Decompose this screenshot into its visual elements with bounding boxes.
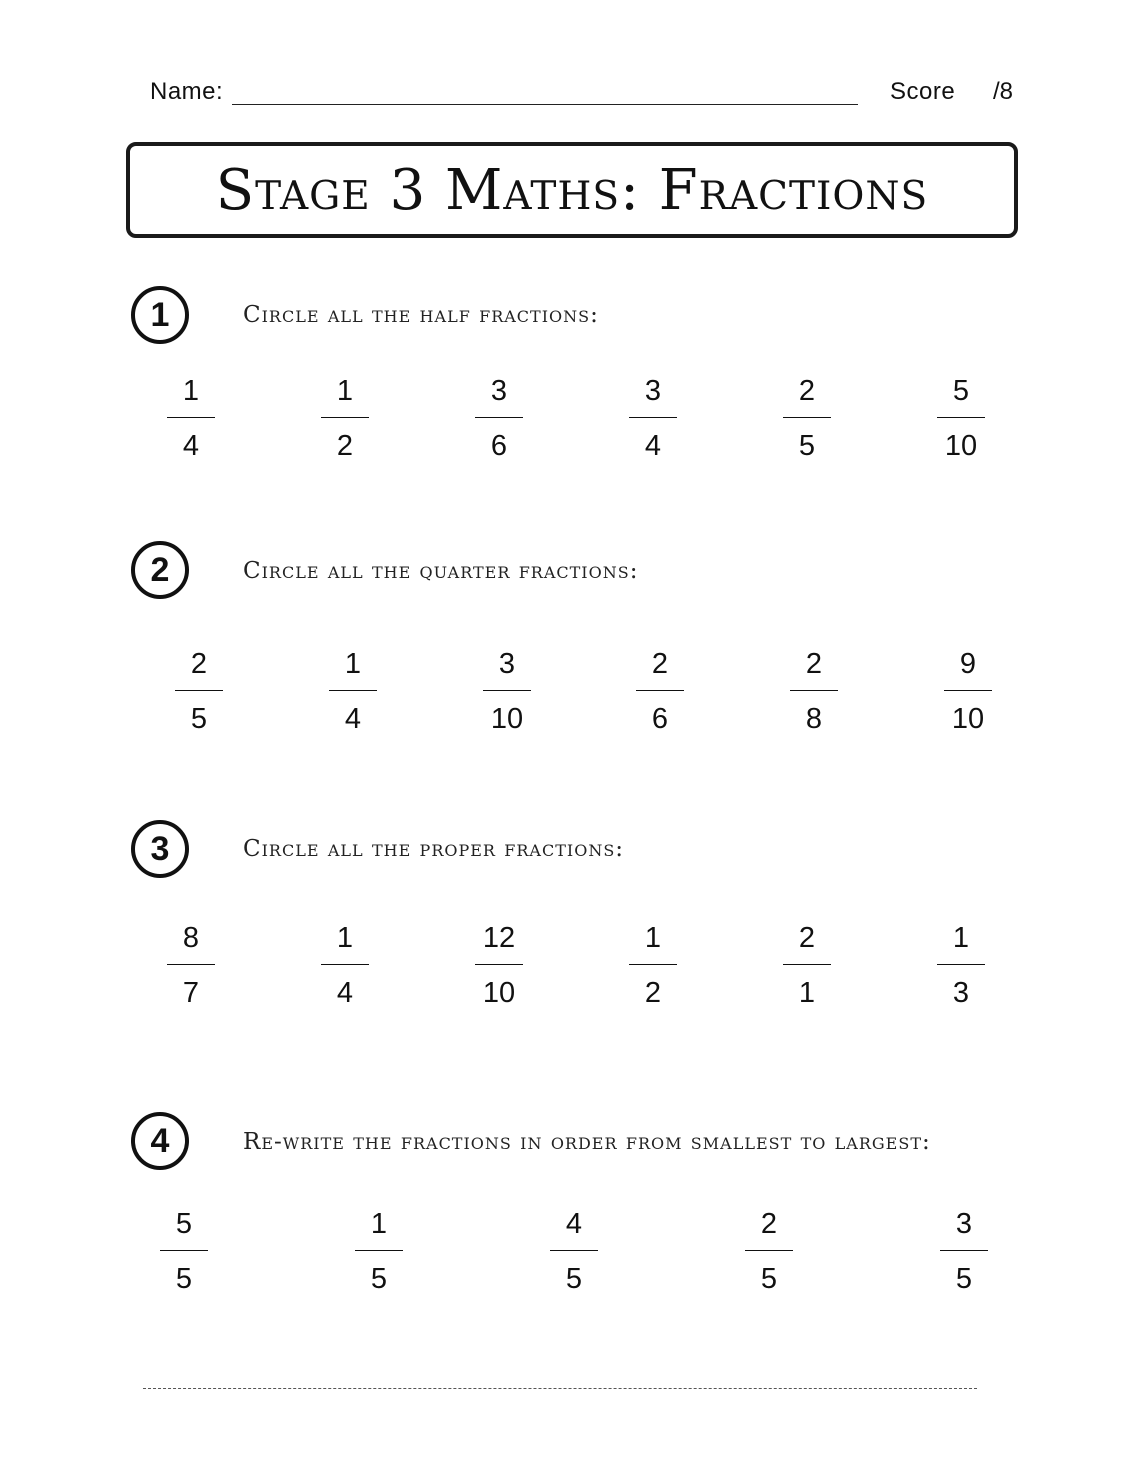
denominator: 2 xyxy=(644,977,662,1009)
numerator: 5 xyxy=(952,375,970,407)
numerator: 9 xyxy=(959,648,977,680)
numerator: 2 xyxy=(190,648,208,680)
fraction-bar xyxy=(629,964,677,965)
question-number-badge: 1 xyxy=(131,286,189,344)
fraction-bar xyxy=(937,417,985,418)
denominator: 10 xyxy=(482,977,516,1009)
fraction-bar xyxy=(745,1250,793,1251)
fraction-bar xyxy=(783,417,831,418)
fraction-bar xyxy=(937,964,985,965)
numerator: 2 xyxy=(798,922,816,954)
denominator: 4 xyxy=(344,703,362,735)
numerator: 2 xyxy=(798,375,816,407)
fraction-item[interactable] xyxy=(944,647,992,736)
fraction-item[interactable] xyxy=(636,647,684,736)
numerator: 1 xyxy=(344,648,362,680)
page-title: Stage 3 Maths: Fractions xyxy=(215,157,929,223)
numerator: 1 xyxy=(182,375,200,407)
fraction-bar xyxy=(944,690,992,691)
denominator: 10 xyxy=(944,430,978,462)
denominator: 6 xyxy=(490,430,508,462)
fraction-item[interactable] xyxy=(175,647,223,736)
question-number-badge: 4 xyxy=(131,1112,189,1170)
name-field-line[interactable] xyxy=(232,104,858,105)
denominator: 7 xyxy=(182,977,200,1009)
question-number-badge: 2 xyxy=(131,541,189,599)
answer-line[interactable] xyxy=(143,1388,977,1389)
fraction-bar xyxy=(321,417,369,418)
numerator: 1 xyxy=(336,922,354,954)
fraction-bar xyxy=(167,417,215,418)
fraction-item[interactable] xyxy=(783,921,831,1010)
question-prompt: Circle all the quarter fractions: xyxy=(243,558,639,584)
denominator: 10 xyxy=(951,703,985,735)
denominator: 1 xyxy=(798,977,816,1009)
fraction-bar xyxy=(175,690,223,691)
fraction-item[interactable] xyxy=(937,921,985,1010)
fraction-bar xyxy=(940,1250,988,1251)
numerator: 3 xyxy=(955,1208,973,1240)
question-prompt: Circle all the proper fractions: xyxy=(243,836,625,862)
denominator: 3 xyxy=(952,977,970,1009)
fraction-bar xyxy=(355,1250,403,1251)
fraction-bar xyxy=(550,1250,598,1251)
fraction-item[interactable] xyxy=(321,921,369,1010)
question-prompt: Re-write the fractions in order from smallest to largest: xyxy=(243,1129,931,1155)
fraction-bar xyxy=(329,690,377,691)
denominator: 5 xyxy=(370,1263,388,1295)
question-number-badge: 3 xyxy=(131,820,189,878)
fraction-item[interactable] xyxy=(940,1207,988,1296)
numerator: 2 xyxy=(760,1208,778,1240)
fraction-bar xyxy=(321,964,369,965)
numerator: 3 xyxy=(490,375,508,407)
denominator: 2 xyxy=(336,430,354,462)
denominator: 5 xyxy=(955,1263,973,1295)
fraction-item[interactable] xyxy=(483,647,531,736)
score-total: /8 xyxy=(993,78,1014,105)
fraction-item[interactable] xyxy=(629,374,677,463)
fraction-bar xyxy=(483,690,531,691)
fraction-item[interactable] xyxy=(329,647,377,736)
fraction-item[interactable] xyxy=(167,374,215,463)
denominator: 5 xyxy=(565,1263,583,1295)
fraction-bar xyxy=(475,964,523,965)
denominator: 5 xyxy=(760,1263,778,1295)
fraction-bar xyxy=(790,690,838,691)
fraction-item[interactable] xyxy=(937,374,985,463)
numerator: 3 xyxy=(498,648,516,680)
score-label: Score xyxy=(890,78,956,105)
denominator: 5 xyxy=(190,703,208,735)
title-box xyxy=(126,142,1018,238)
fraction-item[interactable] xyxy=(629,921,677,1010)
fraction-item[interactable] xyxy=(321,374,369,463)
fraction-bar xyxy=(167,964,215,965)
fraction-item[interactable] xyxy=(550,1207,598,1296)
name-label: Name: xyxy=(150,78,224,105)
numerator: 3 xyxy=(644,375,662,407)
numerator: 1 xyxy=(644,922,662,954)
numerator: 1 xyxy=(336,375,354,407)
fraction-item[interactable] xyxy=(745,1207,793,1296)
numerator: 4 xyxy=(565,1208,583,1240)
numerator: 1 xyxy=(370,1208,388,1240)
numerator: 5 xyxy=(175,1208,193,1240)
numerator: 8 xyxy=(182,922,200,954)
fraction-item[interactable] xyxy=(355,1207,403,1296)
fraction-item[interactable] xyxy=(475,374,523,463)
fraction-item[interactable] xyxy=(160,1207,208,1296)
denominator: 6 xyxy=(651,703,669,735)
numerator: 2 xyxy=(651,648,669,680)
fraction-bar xyxy=(629,417,677,418)
numerator: 12 xyxy=(482,922,516,954)
denominator: 5 xyxy=(798,430,816,462)
question-prompt: Circle all the half fractions: xyxy=(243,302,599,328)
numerator: 2 xyxy=(805,648,823,680)
denominator: 5 xyxy=(175,1263,193,1295)
fraction-bar xyxy=(636,690,684,691)
fraction-item[interactable] xyxy=(783,374,831,463)
denominator: 4 xyxy=(644,430,662,462)
worksheet-header xyxy=(0,78,1140,114)
fraction-item[interactable] xyxy=(475,921,523,1010)
fraction-item[interactable] xyxy=(167,921,215,1010)
fraction-item[interactable] xyxy=(790,647,838,736)
denominator: 4 xyxy=(182,430,200,462)
fraction-bar xyxy=(160,1250,208,1251)
fraction-bar xyxy=(475,417,523,418)
denominator: 4 xyxy=(336,977,354,1009)
denominator: 10 xyxy=(490,703,524,735)
numerator: 1 xyxy=(952,922,970,954)
fraction-bar xyxy=(783,964,831,965)
denominator: 8 xyxy=(805,703,823,735)
